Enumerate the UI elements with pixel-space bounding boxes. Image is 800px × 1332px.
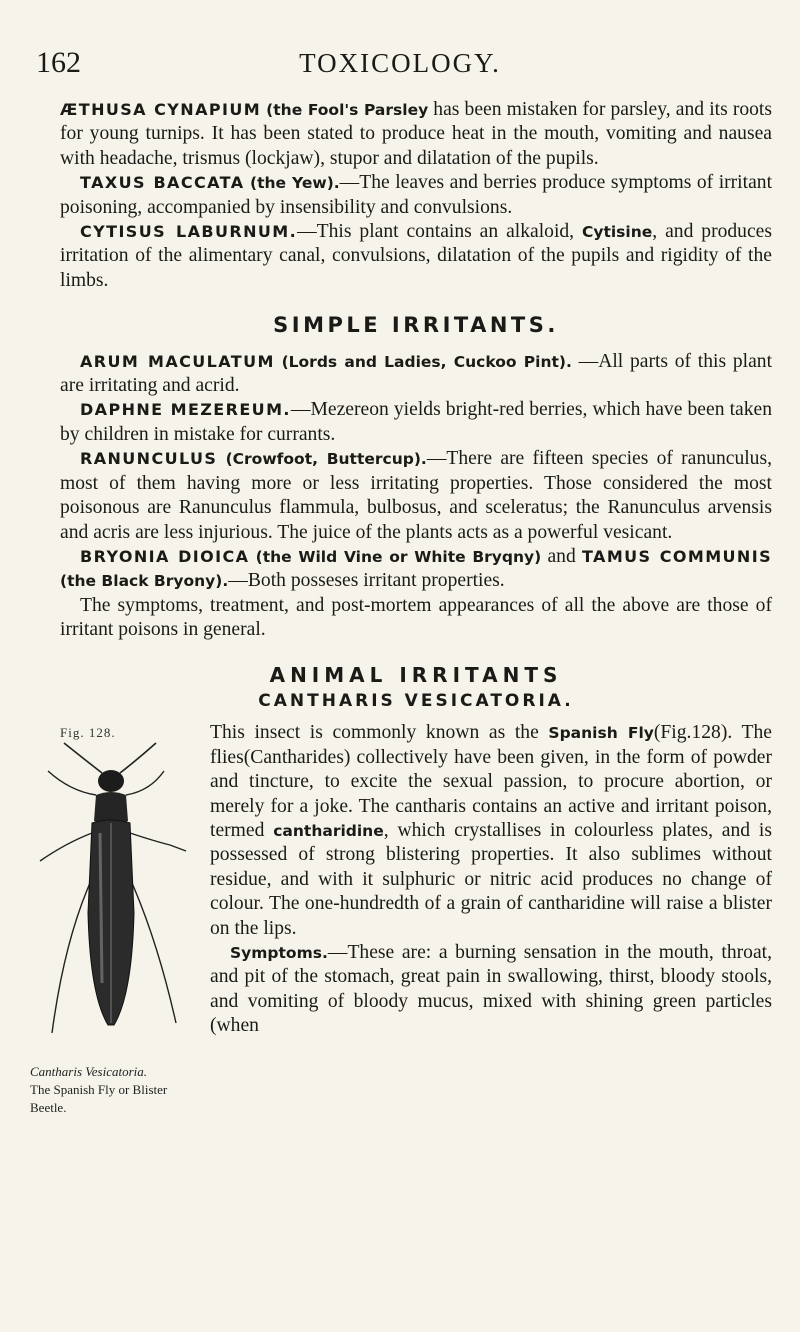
common-name-taxus: (the Yew). bbox=[250, 174, 340, 193]
beetle-antenna-left bbox=[64, 743, 102, 773]
term-aethusa: ÆTHUSA CYNAPIUM bbox=[60, 100, 262, 119]
paragraph-ranunculus bbox=[60, 447, 772, 545]
paragraph-taxus bbox=[60, 171, 772, 220]
figure-spanish-fly bbox=[30, 721, 206, 1151]
beetle-sheen bbox=[100, 833, 102, 983]
term-symptoms: Symptoms. bbox=[230, 944, 328, 962]
figure-caption-english: The Spanish Fly or Blister Beetle. bbox=[30, 1082, 168, 1116]
paragraph-summary: The symptoms, treatment, and post-mortem appearances of all the above are those of irritant poisons in general. bbox=[60, 594, 772, 641]
heading-simple-irritants: SIMPLE IRRITANTS. bbox=[273, 313, 559, 338]
page-body bbox=[30, 98, 773, 1151]
term-ranunculus: RANUNCULUS bbox=[80, 449, 218, 469]
term-taxus: TAXUS BACCATA bbox=[80, 173, 245, 193]
text-arum: —All parts of this plant are irritating and acrid. bbox=[60, 350, 773, 397]
term-arum: ARUM MACULATUM bbox=[80, 351, 275, 371]
beetle-head bbox=[98, 770, 124, 792]
beetle-thorax bbox=[94, 792, 128, 824]
text-cytisus-b: , and produces irritation of the alimentary canal, convulsions, dilatation of the pupils and rigidity of the limbs. bbox=[60, 221, 772, 291]
text-ranunculus: —There are fifteen species of ranunculus, most of them having more or less irritating properties. Those considered the most poisonous are Ranunculus flammula, bulbosus, and sceleratus; the Ranunculus arvensis and acris are less injurious. The juice of the plants acts as a powerful vesicant. bbox=[60, 448, 773, 543]
text-cantharis-a: This insect is commonly known as the bbox=[210, 722, 549, 744]
beetle-antenna-right bbox=[120, 743, 156, 773]
heading-animal-irritants: ANIMAL IRRITANTS bbox=[269, 662, 563, 687]
text-symptoms: —These are: a burning sensation in the mouth, throat, and pit of the stomach, great pain in swallowing, thirst, bloody stools, and vomiting of bloody mucus, mixed with shining green particles (when bbox=[210, 942, 772, 1037]
beetle-illustration bbox=[30, 733, 206, 1063]
text-cantharis-b: (Fig.128). The flies(Cantharides) collectively have been given, in the form of powder and tincture, to excite the sexual passion, to procure abortion, or merely for a joke. The cantharis contains an active and irritant poison, termed bbox=[210, 722, 772, 841]
running-head: TOXICOLOGY. bbox=[299, 48, 501, 78]
paragraph-arum bbox=[60, 350, 772, 399]
text-cantharis-c: , which crystallises in colourless plates, and is possessed of strong blistering properties. It also sublimes without residue, and with it sulphuric or nitric acid produces no change of colour. The one-hundredth of a grain of cantharidine will raise a blister on the lips. bbox=[210, 819, 772, 939]
text-bryonia-and: and bbox=[541, 545, 582, 567]
text-daphne: —Mezereon yields bright-red berries, which have been taken by children in mistake for currants. bbox=[60, 399, 773, 445]
term-cantharidine: cantharidine bbox=[273, 821, 384, 840]
common-name-bryonia: (the Wild Vine or White Bryqny) bbox=[255, 547, 542, 566]
figure-caption bbox=[30, 1063, 206, 1117]
figure-label: Fig. 128. bbox=[60, 725, 116, 741]
common-name-tamus: (the Black Bryony). bbox=[60, 572, 229, 591]
paragraph-cytisus bbox=[60, 220, 772, 293]
term-cytisus: CYTISUS LABURNUM. bbox=[80, 222, 298, 242]
text-bryonia: —Both posseses irritant properties. bbox=[228, 570, 505, 592]
figure-caption-latin: Cantharis Vesicatoria. bbox=[30, 1064, 148, 1080]
alkaloid-cytisine: Cytisine bbox=[581, 223, 653, 242]
text-aethusa: has been mistaken for parsley, and its roots for young turnips. It has been stated to produce heat in the mouth, vomiting and nausea with headache, trismus (lockjaw), stupor and dilatation of the pupils. bbox=[60, 99, 773, 169]
term-tamus: TAMUS COMMUNIS bbox=[581, 546, 773, 566]
heading-cantharis: CANTHARIS VESICATORIA. bbox=[258, 690, 574, 711]
paragraph-aethusa bbox=[60, 98, 772, 171]
common-name-aethusa: (the Fool's Parsley bbox=[266, 101, 429, 119]
text-cytisus-a: —This plant contains an alkaloid, bbox=[297, 221, 582, 243]
page-number: 162 bbox=[36, 46, 81, 79]
term-daphne: DAPHNE MEZEREUM. bbox=[80, 400, 291, 420]
common-name-arum: (Lords and Ladies, Cuckoo Pint). bbox=[281, 352, 572, 371]
paragraph-daphne bbox=[60, 398, 772, 447]
page-header bbox=[0, 46, 800, 86]
common-name-ranunculus: (Crowfoot, Buttercup). bbox=[225, 450, 427, 469]
term-bryonia: BRYONIA DIOICA bbox=[80, 546, 250, 566]
term-spanish-fly: Spanish Fly bbox=[548, 724, 654, 743]
text-taxus: —The leaves and berries produce symptoms of irritant poisoning, accompanied by insensibility and convulsions. bbox=[60, 172, 773, 218]
paragraph-bryonia bbox=[60, 545, 772, 594]
